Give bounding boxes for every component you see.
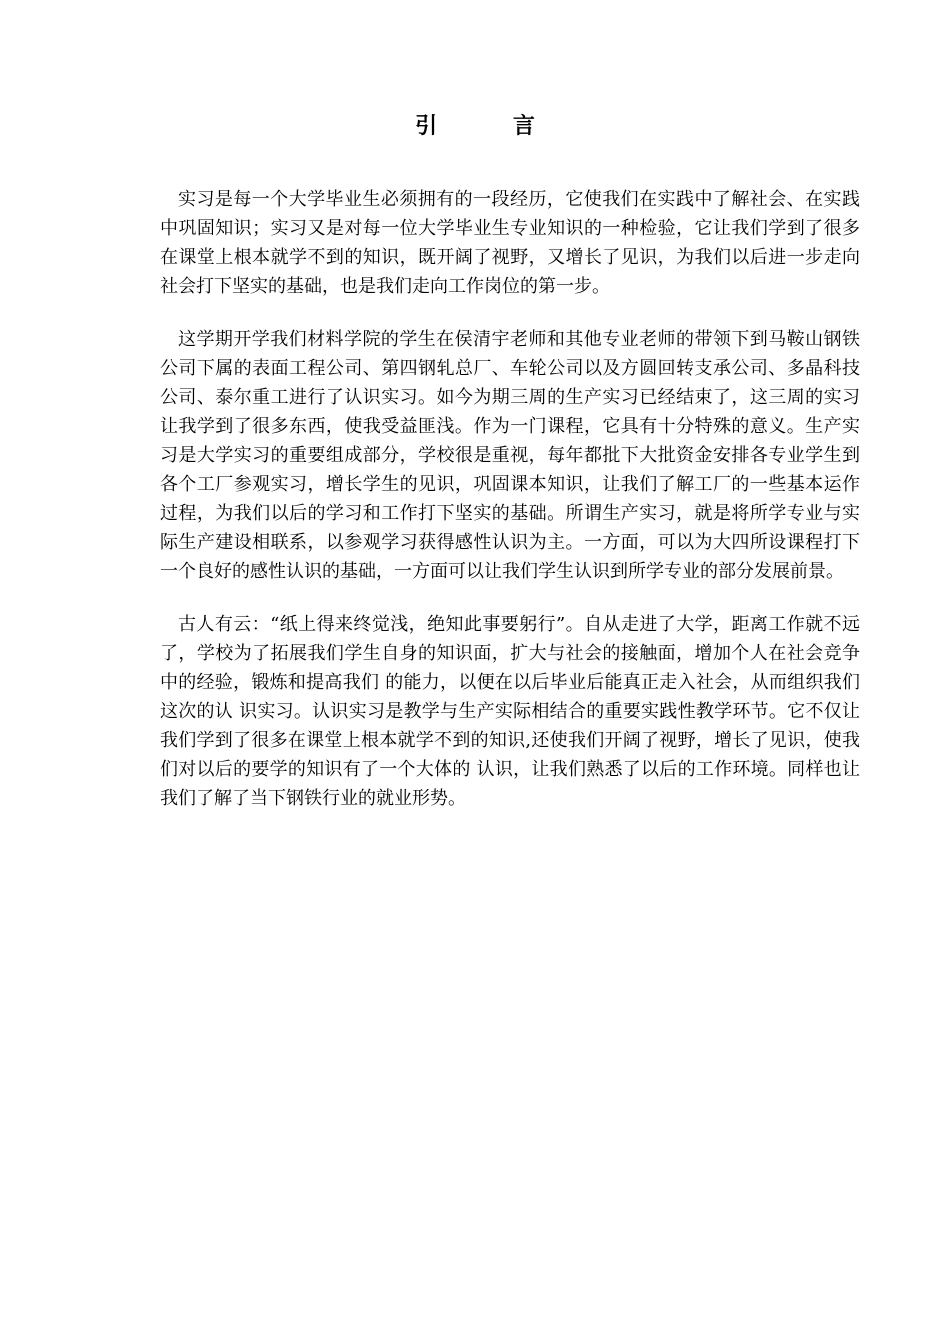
paragraph-3: 古人有云：“纸上得来终觉浅，绝知此事要躬行”。自从走进了大学，距离工作就不远了，学校为了拓展我们学生自身的知识面，扩大与社会的接触面，增加个人在社会竞争中的经验，锻炼和提高我们 的能力，以便在以后毕业后能真正走入社会，从而组织我们这次的认 识实习。认识实习是教学与生产实际相结合的重要实践性教学环节。它不仅让我们学到了很多在课堂上根本就学不到的知识,还使我们开阔了视野，增长了见识，使我们对以后的要学的知识有了一个大体的 认识，让我们熟悉了以后的工作环境。同样也让我们了解了当下钢铁行业的就业形势。 [160, 614, 860, 809]
page-title: 引 言 [415, 113, 569, 139]
document-body [160, 185, 860, 837]
paragraph-1: 实习是每一个大学毕业生必须拥有的一段经历，它使我们在实践中了解社会、在实践中巩固知识；实习又是对每一位大学毕业生专业知识的一种检验，它让我们学到了很多在课堂上根本就学不到的知识，既开阔了视野，又增长了见识，为我们以后进一步走向社会打下坚实的基础，也是我们走向工作岗位的第一步。 [160, 189, 860, 297]
paragraph-2: 这学期开学我们材料学院的学生在侯清宇老师和其他专业老师的带领下到马鞍山钢铁公司下属的表面工程公司、第四钢轧总厂、车轮公司以及方圆回转支承公司、多晶科技公司、泰尔重工进行了认识实习。如今为期三周的生产实习已经结束了，这三周的实习让我学到了很多东西，使我受益匪浅。作为一门课程，它具有十分特殊的意义。生产实习是大学实习的重要组成部分，学校很是重视，每年都批下大批资金安排各专业学生到各个工厂参观实习，增长学生的见识，巩固课本知识，让我们了解工厂的一些基本运作过程，为我们以后的学习和工作打下坚实的基础。所谓生产实习，就是将所学专业与实际生产建设相联系，以参观学习获得感性认识为主。一方面，可以为大四所设课程打下一个良好的感性认识的基础，一方面可以让我们学生认识到所学专业的部分发展前景。 [160, 329, 860, 582]
